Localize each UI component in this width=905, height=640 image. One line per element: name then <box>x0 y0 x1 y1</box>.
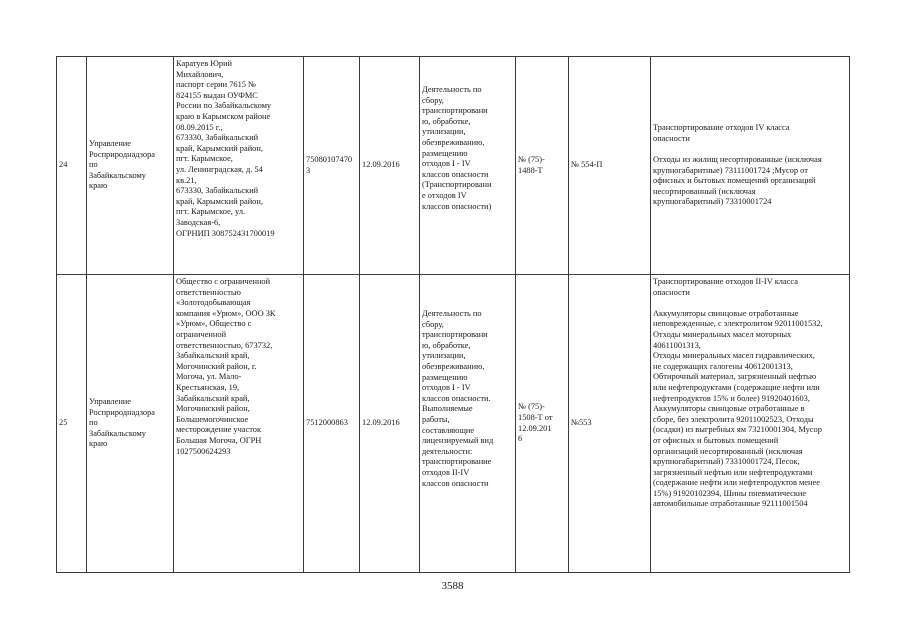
license-registry-table <box>56 56 850 573</box>
page-number: 3588 <box>441 580 464 592</box>
order-number: № 554-П <box>569 57 651 275</box>
licensed-activity: Деятельность по сбору, транспортировани ю, обработке, утилизации, обезвреживанию, размещению отходов I - IV классов опасности (Транспортировани е отходов IV классов опасности) <box>420 57 516 275</box>
licensing-authority: Управление Росприроднадзора по Забайкальскому краю <box>87 275 174 573</box>
table-row <box>57 275 850 573</box>
license-date: 12.09.2016 <box>360 57 420 275</box>
table-row <box>57 57 850 275</box>
licensed-activity: Деятельность по сбору, транспортировани ю, обработке, утилизации, обезвреживанию, размещению отходов I - IV классов опасности. Выполняемые работы, составляющие лицензируемый вид деятельности: транспортирование отходов II-IV классов опасности <box>420 275 516 573</box>
license-date: 12.09.2016 <box>360 275 420 573</box>
license-number: № (75)- 1508-Т от 12.09.201 6 <box>516 275 569 573</box>
licensing-authority: Управление Росприроднадзора по Забайкальскому краю <box>87 57 174 275</box>
inn: 7512000863 <box>304 275 360 573</box>
waste-types: Транспортирование отходов IV класса опасности Отходы из жилищ несортированные (исключая крупногабаритные) 73111001724 ;Мусор от офисных и бытовых помещений организаций несортированный (исключая крупногабаритный) 73310001724 <box>651 57 850 275</box>
order-number: №553 <box>569 275 651 573</box>
row-number: 24 <box>57 57 87 275</box>
licensee-details: Общество с ограниченной ответственностью «Золотодобывающая компания «Урюм», ООО ЗК «Урюм», Общество с ограниченной ответственностью, 673732, Забайкальский край, Могочинский район, г. Могоча, ул. Мало- Крестьянская, 19, Забайкальский край, Могочинский район, Большемогочинское месторождение участок Большая Могоча, ОГРН 1027500624293 <box>174 275 304 573</box>
license-number: № (75)- 1488-Т <box>516 57 569 275</box>
licensee-details: Каратуев Юрий Михайлович, паспорт серии 7615 № 824155 выдан ОУФМС России по Забайкальскому краю в Карымском районе 08.09.2015 г., 673330, Забайкальский край, Карымский район, пгт. Карымское, ул. Ленинградская, д. 54 кв.21, 673330, Забайкальский край, Карымский район, пгт. Карымское, ул. Заводская-6, ОГРНИП 308752431700019 <box>174 57 304 275</box>
row-number: 25 <box>57 275 87 573</box>
inn: 75080107470 3 <box>304 57 360 275</box>
waste-types: Транспортирование отходов II-IV класса опасности Аккумуляторы свинцовые отработанные неповрежденные, с электролитом 92011001532, Отходы минеральных масел моторных 40611001313, Отходы минеральных масел гидравлических, не содержащих галогены 40612001313, Обтирочный материал, загрязненный нефтью или нефтепродуктами (содержащие нефти или нефтепродуктов 15% и более) 91920401603, Аккумуляторы свинцовые отработанные в сборе, без электролита 92011002523, Отходы (осадки) из выгребных ям 73210001304, Мусор от офисных и бытовых помещений организаций несортированный (исключая крупногабаритный) 73310001724, Песок, загрязненный нефтью или нефтепродуктами (содержание нефти или нефтепродуктов менее 15%) 91920102394, Шины пневматические автомобильные отработанные 92111001504 <box>651 275 850 573</box>
